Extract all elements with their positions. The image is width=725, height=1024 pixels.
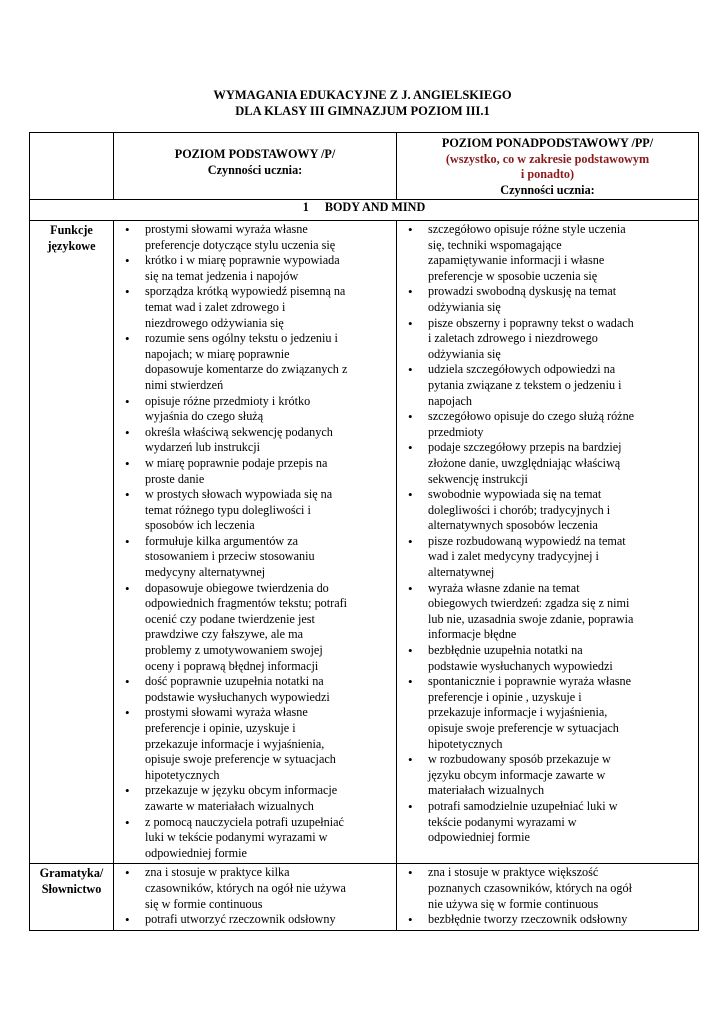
- requirement-line: materiałach wizualnych: [428, 783, 545, 798]
- requirement-line: przekazuje informacje i wyjaśnienia,: [428, 705, 608, 720]
- category-cell: [30, 221, 114, 864]
- requirement-item: [145, 456, 390, 487]
- requirement-line: ocenić czy podane twierdzenie jest: [145, 611, 315, 626]
- header-row: [30, 133, 699, 200]
- requirement-row: [30, 864, 699, 930]
- requirement-item: [145, 912, 390, 928]
- requirement-item: [428, 912, 692, 928]
- requirement-line: • wyraża własne zdanie na temat: [428, 580, 580, 595]
- extended-requirements-cell: [397, 864, 699, 930]
- requirement-line: proste danie: [145, 471, 205, 486]
- extended-level-subtitle: Czynności ucznia:: [500, 182, 595, 197]
- requirement-line: temat różnego typu dolegliwości i: [145, 502, 311, 517]
- requirement-line: hipotetycznych: [145, 767, 220, 782]
- requirement-line: • szczegółowo opisuje różne style uczenia: [428, 222, 626, 236]
- extended-note-line-1: (wszystko, co w zakresie podstawowym: [445, 151, 650, 166]
- requirement-line: prawdziwe czy fałszywe, ale ma: [145, 627, 304, 642]
- requirement-line: opisuje swoje preferencje w sytuacjach: [428, 721, 619, 735]
- requirement-line: medycyny alternatywnej: [145, 565, 266, 580]
- requirement-line: • prostymi słowami wyraża własne: [145, 222, 308, 236]
- requirement-item: [428, 284, 692, 315]
- requirement-line: problemy z umotywowaniem swojej: [145, 643, 323, 658]
- requirement-item: [145, 331, 390, 393]
- requirement-line: • określa właściwą sekwencję podanych: [145, 424, 333, 439]
- basic-level-title: POZIOM PODSTAWOWY /P/: [174, 147, 336, 161]
- requirement-item: [428, 752, 692, 799]
- requirement-item: [428, 643, 692, 674]
- requirement-line: sekwencję instrukcji: [428, 471, 528, 486]
- requirement-line: • formułuje kilka argumentów za: [145, 533, 299, 548]
- requirement-item: [145, 222, 390, 253]
- requirement-item: [428, 799, 692, 846]
- requirement-line: • potrafi samodzielnie uzupełniać luki w: [428, 798, 618, 813]
- requirement-line: niezdrowego odżywiania się: [145, 315, 284, 330]
- requirement-line: • podaje szczegółowy przepis na bardziej: [428, 440, 622, 455]
- requirement-line: • swobodnie wypowiada się na temat: [428, 487, 602, 502]
- requirement-line: złożone danie, uwzględniając właściwą: [428, 455, 621, 470]
- requirement-line: preferencje i opinie, uzyskuje i: [145, 721, 296, 735]
- section-title: BODY AND MIND: [324, 200, 426, 214]
- requirement-line: wad i zalet medycyny tradycyjnej i: [428, 549, 599, 564]
- category-label-line: Słownictwo: [41, 881, 102, 896]
- header-extended-cell: [397, 133, 699, 200]
- requirement-line: • spontanicznie i poprawnie wyraża własne: [428, 674, 632, 689]
- requirement-line: podstawie wysłuchanych wypowiedzi: [428, 658, 613, 673]
- requirement-item: [145, 705, 390, 783]
- requirement-line: informacje błędne: [428, 627, 517, 642]
- extended-level-note: [397, 152, 698, 183]
- requirement-line: zawarte w materiałach wizualnych: [145, 798, 314, 813]
- requirement-line: • opisuje różne przedmioty i krótko: [145, 393, 311, 408]
- requirement-item: [145, 284, 390, 331]
- requirement-line: • potrafi utworzyć rzeczownik odsłowny: [145, 912, 336, 927]
- requirement-line: i zaletach zdrowego i niezdrowego: [428, 331, 598, 346]
- requirement-line: odpowiednich fragmentów tekstu; potrafi: [145, 596, 348, 611]
- requirements-table: [29, 132, 699, 931]
- requirement-item: [428, 440, 692, 487]
- requirement-line: • udziela szczegółowych odpowiedzi na: [428, 362, 616, 377]
- basic-level-subtitle: Czynności ucznia:: [207, 162, 303, 177]
- requirement-item: [428, 865, 692, 912]
- requirement-line: preferencje w sposobie uczenia się: [428, 268, 598, 283]
- requirement-line: • rozumie sens ogólny tekstu o jedzeniu i: [145, 331, 338, 346]
- requirement-line: hipotetycznych: [428, 736, 503, 751]
- requirement-item: [145, 783, 390, 814]
- title-line-1: WYMAGANIA EDUKACYJNE Z J. ANGIELSKIEGO: [213, 88, 512, 102]
- requirement-line: • pisze obszerny i poprawny tekst o wadach: [428, 315, 634, 330]
- requirement-line: • bezbłędnie tworzy rzeczownik odsłowny: [428, 912, 628, 927]
- requirement-item: [145, 815, 390, 862]
- section-row: [30, 200, 699, 221]
- extended-requirements-cell: [397, 221, 699, 864]
- requirement-line: przedmioty: [428, 424, 484, 439]
- requirement-line: podstawie wysłuchanych wypowiedzi: [145, 689, 330, 704]
- requirement-line: lub nie, uzasadnia swoje zdanie, poprawia: [428, 611, 634, 626]
- requirement-item: [428, 487, 692, 534]
- requirement-item: [428, 409, 692, 440]
- requirement-line: napojach; w miarę poprawnie: [145, 346, 290, 361]
- header-basic-cell: [114, 133, 397, 200]
- requirement-line: odpowiedniej formie: [145, 845, 247, 860]
- category-cell: [30, 864, 114, 930]
- requirement-line: • przekazuje w języku obcym informacje: [145, 783, 338, 798]
- requirement-line: się w formie continuous: [145, 896, 263, 911]
- section-heading: [30, 200, 699, 221]
- requirement-line: • zna i stosuje w praktyce kilka: [145, 865, 290, 880]
- requirement-line: • w rozbudowany sposób przekazuje w: [428, 752, 611, 767]
- basic-requirements-list: [114, 221, 396, 863]
- requirement-line: opisuje swoje preferencje w sytuacjach: [145, 752, 336, 767]
- requirement-line: obiegowych twierdzeń: zgadza się z nimi: [428, 596, 630, 611]
- requirement-line: dolegliwości i chorób; tradycyjnych i: [428, 502, 611, 517]
- requirement-line: napojach: [428, 393, 472, 408]
- requirement-line: preferencje i opinie , uzyskuje i: [428, 689, 582, 704]
- requirement-row: [30, 221, 699, 864]
- extended-requirements-list: [397, 864, 698, 929]
- requirement-line: preferencje dotyczące stylu uczenia się: [145, 237, 336, 252]
- requirement-item: [428, 222, 692, 284]
- document-title: [0, 87, 725, 119]
- requirement-item: [428, 581, 692, 643]
- requirement-line: sposobów ich leczenia: [145, 518, 255, 533]
- requirement-line: • sporządza krótką wypowiedź pisemną na: [145, 284, 346, 299]
- basic-requirements-cell: [114, 221, 397, 864]
- requirement-line: oceny i poprawą błędnej informacji: [145, 658, 319, 673]
- requirement-item: [145, 534, 390, 581]
- requirement-line: tekście podanymi wyrazami w: [428, 814, 577, 829]
- requirement-item: [145, 253, 390, 284]
- requirement-line: • w miarę poprawnie podaje przepis na: [145, 455, 328, 470]
- extended-requirements-list: [397, 221, 698, 848]
- requirement-item: [428, 316, 692, 363]
- requirement-line: nimi stwierdzeń: [145, 377, 224, 392]
- requirement-line: zapamiętywanie informacji i własne: [428, 253, 605, 268]
- category-label-line: językowe: [47, 238, 96, 253]
- basic-requirements-cell: [114, 864, 397, 930]
- requirement-line: poznanych czasowników, których na ogół: [428, 880, 632, 895]
- requirement-line: pytania związane z tekstem o jedzeniu i: [428, 377, 622, 392]
- requirement-line: alternatywnych sposobów leczenia: [428, 518, 598, 533]
- requirement-line: odżywiania się: [428, 346, 501, 361]
- requirement-line: • dość poprawnie uzupełnia notatki na: [145, 674, 324, 689]
- requirement-line: języku obcym informacje zawarte w: [428, 767, 606, 782]
- requirement-item: [145, 581, 390, 675]
- extended-level-title: POZIOM PONADPODSTAWOWY /PP/: [441, 136, 654, 150]
- requirement-line: nie używa się w formie continuous: [428, 896, 599, 911]
- requirement-line: • prowadzi swobodną dyskusję na temat: [428, 284, 617, 299]
- requirement-line: alternatywnej: [428, 565, 495, 580]
- requirement-item: [428, 534, 692, 581]
- category-label-line: Funkcje: [50, 223, 93, 237]
- requirement-item: [428, 674, 692, 752]
- requirement-line: • prostymi słowami wyraża własne: [145, 705, 308, 720]
- requirement-item: [145, 425, 390, 456]
- requirement-line: się na temat jedzenia i napojów: [145, 268, 299, 283]
- requirement-line: wyjaśnia do czego służą: [145, 409, 264, 424]
- requirement-line: wydarzeń lub instrukcji: [145, 440, 261, 455]
- requirement-item: [145, 674, 390, 705]
- requirement-line: się, techniki wspomagające: [428, 237, 562, 252]
- requirement-line: • krótko i w miarę poprawnie wypowiada: [145, 253, 340, 268]
- requirement-line: temat wad i zalet zdrowego i: [145, 299, 286, 314]
- extended-note-line-2: i ponadto): [520, 167, 575, 182]
- requirement-item: [145, 394, 390, 425]
- requirement-line: • pisze rozbudowaną wypowiedź na temat: [428, 533, 626, 548]
- requirement-line: czasowników, których na ogół nie używa: [145, 880, 346, 895]
- requirement-line: stosowaniem i przeciw stosowaniu: [145, 549, 315, 564]
- requirement-line: • z pomocą nauczyciela potrafi uzupełniać: [145, 814, 344, 829]
- requirement-line: odżywiania się: [428, 299, 501, 314]
- category-label-line: Gramatyka/: [39, 866, 104, 881]
- requirement-line: • dopasowuje obiegowe twierdzenia do: [145, 580, 329, 595]
- title-line-2: DLA KLASY III GIMNAZJUM POZIOM III.1: [235, 104, 490, 118]
- requirement-line: dopasowuje komentarze do związanych z: [145, 362, 348, 377]
- requirement-item: [145, 487, 390, 534]
- header-empty-cell: [30, 133, 114, 200]
- requirement-line: odpowiedniej formie: [428, 830, 530, 845]
- requirement-item: [428, 362, 692, 409]
- requirement-line: przekazuje informacje i wyjaśnienia,: [145, 736, 325, 751]
- basic-requirements-list: [114, 864, 396, 929]
- requirement-line: luki w tekście podanymi wyrazami w: [145, 830, 328, 845]
- requirement-line: • zna i stosuje w praktyce większość: [428, 865, 599, 880]
- requirement-line: • w prostych słowach wypowiada się na: [145, 487, 333, 502]
- requirement-item: [145, 865, 390, 912]
- requirement-line: • bezbłędnie uzupełnia notatki na: [428, 643, 583, 658]
- requirement-line: • szczegółowo opisuje do czego służą różne: [428, 409, 635, 424]
- section-number: 1: [302, 200, 309, 214]
